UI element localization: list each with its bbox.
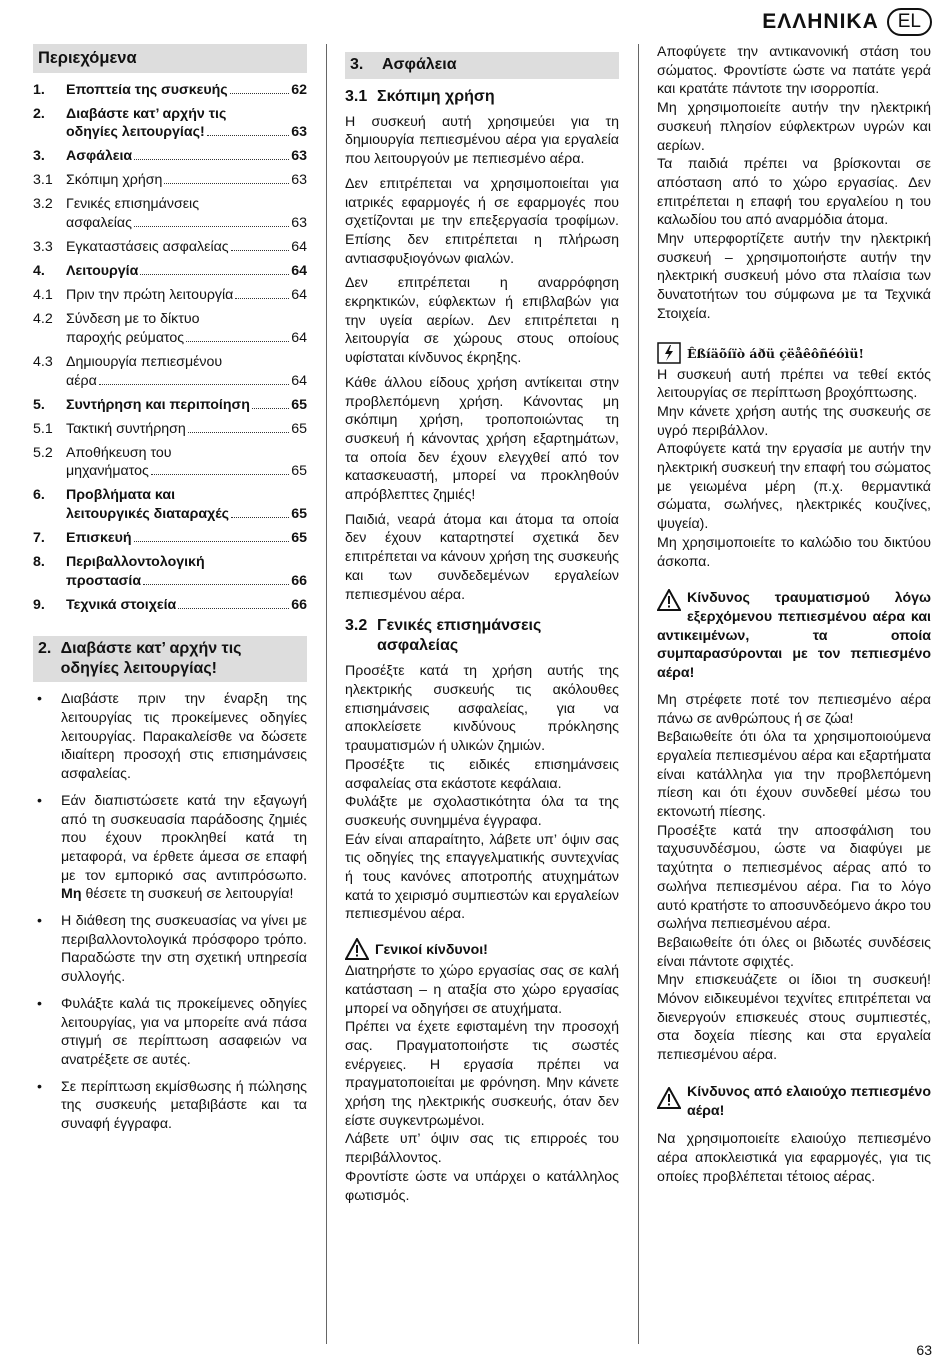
paragraph: Προσέξτε κατά τη χρήση αυτής της ηλεκτρικής συσκευής τις ακόλουθες επισημάνσεις ασφαλείας, για να αποκλείσετε κινδύνους πρόκλησης τραυματισμών ή υλικών ζημιών. [345,663,619,755]
paragraph: Η συσκευή αυτή χρησιμεύει για τη δημιουργία πεπιεσμένου αέρα για εργαλεία που λειτουργούν με πεπιεσμένο αέρα. [345,113,619,168]
leader-dots [99,384,289,385]
toc-entry-number: 7. [33,529,45,546]
paragraph: Βεβαιωθείτε ότι όλες οι βιδωτές συνδέσεις είναι πάντοτε σφιχτές. [657,934,931,970]
warning-electric [657,342,931,364]
toc-entry[interactable] [33,353,307,390]
column-divider [638,44,639,1344]
list-item [33,792,307,904]
paragraph: Η συσκευή αυτή πρέπει να τεθεί εκτός λειτουργίας σε περίπτωση βροχόπτωσης. [657,366,931,402]
toc-entry[interactable] [33,310,307,347]
toc-entry-title: Δημιουργία πεπιεσμένου [66,353,223,370]
leader-dots [140,274,289,275]
toc-entry-page: 65 [291,505,307,522]
toc-entry-title: Τακτική συντήρηση [66,420,186,437]
leader-dots [252,408,289,409]
toc-entry-page: 63 [291,172,307,189]
toc-entry-title: αέρα [66,372,97,389]
subsection-number: 3.1 [345,87,368,105]
toc-entry[interactable] [33,147,307,166]
toc-entry-title: Συντήρηση και περιποίηση [66,396,250,413]
page-number: 63 [916,1342,932,1358]
paragraph: Μην υπερφορτίζετε αυτήν την ηλεκτρική συσκευή – χρησιμοποιήστε αυτήν την ηλεκτρική συσκευή μόνο στα πλαίσια των δυνατοτήτων του σύμφωνα με τα Τεχνικά Στοιχεία. [657,231,931,322]
toc-entry[interactable] [33,238,307,257]
toc-entry-number: 3.1 [33,172,53,189]
leader-dots [164,183,289,184]
toc-entry-page: 64 [291,239,307,256]
leader-dots [188,432,289,433]
subsection-number: 3.2 [345,617,368,635]
toc-entry-page: 63 [291,215,307,232]
warning-compressed-air [657,589,931,683]
paragraph: Πρέπει να έχετε εφισταμένη την προσοχή σας. Πραγματοποιήστε τις σωστές ενέργειες. Η εργασία πρέπει να πραγματοποιείται με φρόνηση. Μην κάνετε χρήση της ηλεκτρικής συσκευής, όταν δεν είστε συγκεντρωμένοι. [345,1019,619,1129]
toc-entry-number: 3.2 [33,196,53,213]
leader-dots [143,584,289,585]
leader-dots [134,159,289,160]
electric-hazard-icon [657,342,681,364]
toc-entry-page: 65 [291,463,307,480]
warning-title: Êßíäõíïò áðü çëåêôñéóìü! [687,345,864,361]
instructions-list [33,690,307,1133]
toc-entry-title: Επισκευή [66,529,132,546]
leader-dots [231,250,290,251]
toc-entry-page: 63 [291,124,307,141]
leader-dots [134,226,289,227]
leader-dots [235,298,289,299]
column-middle [345,52,619,1205]
paragraph: Κάθε άλλου είδους χρήση αντίκειται στην προβλεπόμενη χρήση. Κάνοντας μη σκόπιμη χρήση, τροποποιώντας τη συσκευή ή κάνοντας χρήση εξαρτημάτων, τα οποία δεν έχουν ελεγχθεί από τον κατασκευαστή, μπορεί να προκληθούν απρόβλεπτες ζημιές! [345,374,619,504]
toc-entry-title: Προβλήματα και [66,487,176,504]
toc-entry-title: Σκόπιμη χρήση [66,172,163,189]
paragraph: Μην κάνετε χρήση αυτής της συσκευής σε υγρό περιβάλλον. [657,403,931,439]
toc-entry-page: 64 [291,287,307,304]
toc-entry-title: Τεχνικά στοιχεία [66,596,177,613]
column-left [33,44,307,1142]
toc-entry-page: 66 [291,572,307,589]
leader-dots [186,341,289,342]
paragraph: Λάβετε υπ’ όψιν σας τις επιρροές του περιβάλλοντος. [345,1131,619,1167]
paragraph: Μην επισκευάζετε οι ίδιοι τη συσκευή! Μόνον ειδικευμένοι τεχνίτες επιτρέπεται να διενεργούν επισκευές στους συμπιεστές, στα δοχεία πίεσης και στα εργαλεία πεπιεσμένου αέρα. [657,972,931,1064]
column-divider [326,44,327,1344]
toc-entry[interactable] [33,596,307,615]
section-3-heading [345,52,619,79]
list-item: • Η διάθεση της συσκευασίας να γίνει με περιβαλλοντολογικά πρόσφορο τρόπο. Παραδώστε την στη σχετική υπηρεσία συλλογής. [33,912,307,987]
warning-triangle-icon [345,938,369,960]
toc-entry-number: 5.2 [33,444,53,461]
section-title: Διαβάστε κατ’ αρχήν τις οδηγίες λειτουργίας! [60,640,242,678]
toc-entry-number: 3.3 [33,239,53,256]
list-item: • Φυλάξτε καλά τις προκείμενες οδηγίες λειτουργίας, για να μπορείτε ανά πάσα στιγμή σε περίπτωση ασαφειών να ανατρέξετε σε αυτές. [33,995,307,1070]
paragraph: Αποφύγετε κατά την εργασία με αυτήν την ηλεκτρική συσκευή την επαφή του σώματος με γειωμένα μέρη (π.χ. θερμαντικά σώματα, σωλήνες, ηλεκτρικές κουζίνες, ψυγεία). [657,441,931,533]
toc-entry-number: 8. [33,553,45,570]
toc-entry-title: Εποπτεία της συσκευής [66,81,228,98]
paragraph: Τα παιδιά πρέπει να βρίσκονται σε απόσταση από το χώρο εργασίας. Δεν επιτρέπεται η επαφή του εργαλείου η του καλωδίου του από αναρμόδια άτομα. [657,156,931,229]
list-item-text: θέσετε τη συσκευή σε λειτουργία! [85,886,294,903]
toc-entry-number: 4. [33,263,45,280]
warning-triangle-icon [657,1087,681,1109]
leader-dots [231,517,289,518]
subsection-3-2-heading [345,616,619,656]
toc-entry-title: Σύνδεση με το δίκτυο [66,311,200,328]
toc-entry[interactable] [33,195,307,232]
paragraph: Προσέξτε τις ειδικές επισημάνσεις ασφαλείας στα εκάστοτε κεφάλαια. [345,756,619,792]
toc-entry-page: 64 [291,263,307,280]
toc-entry-title: ασφαλείας [66,215,132,232]
toc-entry-page: 65 [291,529,307,546]
toc-entry-page: 65 [291,420,307,437]
paragraph: Προσέξτε κατά την αποσφάλιση του ταχυσυνδέσμου, ώστε να διαφύγει με ταχύτητα ο πεπιεσμένος αέρας από το σωλήνα πεπιεσμένου αέρα. Για το λόγο αυτό κρατήστε το αποσυνδεόμενο άκρο του σωλήνα πεπιεσμένου αέρα. [657,822,931,933]
table-of-contents [33,81,307,615]
paragraph: Μη στρέφετε ποτέ τον πεπιεσμένο αέρα πάνω σε ανθρώπους ή σε ζώα! [657,691,931,727]
toc-entry-page: 64 [291,329,307,346]
language-title: ΕΛΛΗΝΙΚΑ [762,10,879,33]
paragraph: Φροντίστε ώστε να υπάρχει ο κατάλληλος φωτισμός. [345,1168,619,1204]
toc-entry-page: 66 [291,596,307,613]
page-header [762,8,932,36]
toc-entry-title: οδηγίες λειτουργίας! [66,124,205,141]
paragraph: Μη χρησιμοποιείτε αυτήν την ηλεκτρική συσκευή πλησίον εύφλεκτρων υγρών και αερίων. [657,100,931,154]
toc-heading: Περιεχόμενα [33,44,307,73]
subsection-title: Γενικές επισημάνσεις ασφαλείας [377,617,542,655]
leader-dots [178,608,289,609]
leader-dots [230,93,290,94]
toc-entry-title: προστασία [66,572,142,589]
toc-entry-number: 4.2 [33,311,53,328]
warning-triangle-icon [657,589,681,611]
toc-entry[interactable] [33,553,307,590]
toc-entry-page: 62 [291,81,307,98]
toc-entry-title: Γενικές επισημάνσεις [66,196,200,213]
section-2-heading [33,636,307,682]
paragraph: Αποφύγετε την αντικανονική στάση του σώματος. Φροντίστε ώστε να πατάτε γερά και κρατάτε πάντοτε την ισορροπία. [657,44,931,98]
toc-entry-page: 64 [291,372,307,389]
paragraph: Φυλάξτε με σχολαστικότητα όλα τα της συσκευής συνημμένα έγγραφα. [345,794,619,829]
paragraph: Να χρησιμοποιείτε ελαιούχο πεπιεσμένο αέρα αποκλειστικά για εφαρμογές, για τις οποίες προβλέπεται τέτοιος αέρας. [657,1131,931,1185]
toc-entry[interactable] [33,396,307,415]
language-badge: EL [887,8,932,36]
toc-entry-number: 4.1 [33,287,53,304]
toc-entry-title: Ασφάλεια [66,148,133,165]
toc-entry-title: Περιβαλλοντολογική [66,553,205,570]
toc-entry-page: 65 [291,396,307,413]
toc-entry[interactable] [33,171,307,190]
warning-oil-air [657,1083,931,1120]
paragraph: Δεν επιτρέπεται να χρησιμοποιείται για ιατρικές εφαρμογές ή σε εφαρμογές που σχετίζονται με την επεξεργασία τροφίμων. Επίσης δεν επιτρέπεται η πλήρωση αντιασφυξιογόνων φιαλών. [345,175,619,267]
toc-entry-title: Διαβάστε κατ’ αρχήν τις [66,105,227,122]
toc-entry[interactable] [33,286,307,305]
emphasis: Μη [61,886,82,903]
leader-dots [207,135,290,136]
paragraph: Μη χρησιμοποιείτε το καλώδιο του δικτύου άσκοπα. [657,534,931,570]
column-right [657,43,931,1186]
paragraph: Δεν επιτρέπεται η αναρρόφηση εκρηκτικών, εύφλεκτων ή επιβλαβών για την υγεία αερίων. Δεν επιτρέπεται η λειτουργία σε χώρους στους οποίους υφίσταται κίνδυνος έκρηξης. [345,275,619,367]
section-number: 3. [350,56,364,73]
toc-entry-title: Λειτουργία [66,263,139,280]
toc-entry-number: 5. [33,396,45,413]
toc-entry[interactable] [33,486,307,523]
toc-entry-title: παροχής ρεύματος [66,329,185,346]
toc-entry-number: 5.1 [33,420,53,437]
list-item-text: Εάν διαπιστώσετε κατά την εξαγωγή από τη συσκευασία παράδοσης ζημιές που έχουν προκληθεί κατά τη μεταφορά, να έρθετε άμεσα σε επαφή με τον εμπορικό σας αντιπρόσωπο. [61,792,307,884]
toc-entry[interactable] [33,420,307,439]
warning-title: Κίνδυνος τραυματισμού λόγω εξερχόμενου πεπιεσμένου αέρα και αντικειμένων, τα οποία συμπαρασύρονται με τον πεπιεσμένο αέρα! [657,590,931,682]
toc-entry-number: 1. [33,81,45,98]
toc-entry-number: 3. [33,148,45,165]
section-number: 2. [38,640,52,658]
toc-entry[interactable] [33,529,307,548]
toc-entry-number: 9. [33,596,45,613]
paragraph: Βεβαιωθείτε ότι όλα τα χρησιμοποιούμενα εργαλεία πεπιεσμένου αέρα και εξαρτήματα είναι κατάλληλα για την προβλεπόμενη πίεση και ότι έχουν συνδεθεί μέσω του εκτονωτή πίεσης. [657,729,931,821]
toc-entry-number: 2. [33,105,45,122]
subsection-title: Σκόπιμη χρήση [377,87,495,105]
toc-entry-title: Αποθήκευση του [66,444,172,461]
section-title: Ασφάλεια [382,56,457,73]
toc-entry[interactable] [33,444,307,481]
toc-entry-title: Εγκαταστάσεις ασφαλείας [66,239,229,256]
leader-dots [151,474,289,475]
toc-entry-title: μηχανήματος [66,463,149,480]
warning-title: Γενικοί κίνδυνοι! [375,942,488,959]
paragraph: Εάν είναι απαραίτητο, λάβετε υπ’ όψιν σας τις οδηγίες της επαγγελματικής συντεχνίας ή τους κανόνες αποτροπής ατυχημάτων κατά το χειρισμό συμπιεστών και εργαλείων πεπιεσμένου αέρα. [345,831,619,923]
toc-entry-title: λειτουργικές διαταραχές [66,505,230,522]
paragraph: Παιδιά, νεαρά άτομα και άτομα τα οποία δεν έχουν καταρτηστεί σχετικά δεν επιτρέπεται να κάνουν χρήση της συσκευής και των συνδεδεμένων εργαλείων πεπιεσμένου αέρα. [345,511,619,603]
warning-title: Κίνδυνος από ελαιούχο πεπιεσμένο αέρα! [687,1083,931,1119]
toc-entry[interactable] [33,81,307,100]
list-item: • Διαβάστε πριν την έναρξη της λειτουργίας τις προκείμενες οδηγίες λειτουργίας. Παρακαλείσθε να δώσετε ιδιαίτερη προσοχή στις επισημάνσεις ασφαλείας. [33,690,307,784]
toc-entry-page: 63 [291,148,307,165]
subsection-3-1-heading [345,87,619,107]
leader-dots [134,541,290,542]
toc-entry-number: 4.3 [33,353,53,370]
warning-general [345,938,619,960]
paragraph: Διατηρήστε το χώρο εργασίας σας σε καλή κατάσταση – η αταξία στο χώρο εργασίας μπορεί να οδηγήσει σε ατυχήματα. [345,963,619,1017]
list-item: • Σε περίπτωση εκμίσθωσης ή πώλησης της συσκευής μεταβιβάστε και τα συναφή έγγραφα. [33,1078,307,1134]
toc-entry-title: Πριν την πρώτη λειτουργία [66,287,234,304]
toc-entry[interactable] [33,262,307,281]
toc-entry[interactable] [33,105,307,142]
toc-entry-number: 6. [33,487,45,504]
